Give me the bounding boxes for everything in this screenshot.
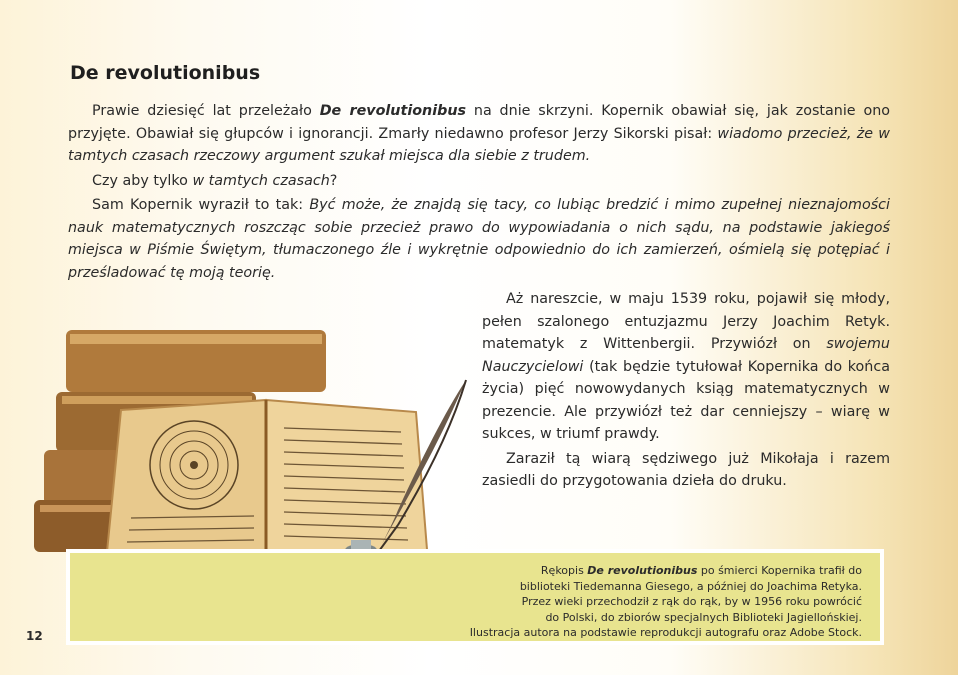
caption-line-1-a: Rękopis (540, 564, 588, 577)
page-number: 12 (26, 629, 43, 643)
caption-line-1-c: po śmierci Kopernika trafił do (697, 564, 862, 577)
paragraph-3-text-a: Sam Kopernik wyraził to tak: (92, 197, 310, 213)
paragraph-4-text-a: Aż nareszcie, w maju 1539 roku, pojawił się młody, pełen szalonego entuzjazmu Jerzy Joachim Retyk. matematyk z Wittenbergii. Przywiózł on (482, 291, 890, 352)
open-manuscript-icon (106, 400, 428, 562)
page-title: De revolutionibus (70, 62, 261, 84)
paragraph-4-emphasis: swojemu Nauczycielowi (482, 336, 890, 375)
paragraph-5: Zaraził tą wiarą sędziwego już Mikołaja i razem zasiedli do przygotowania dzieła do druku. (482, 450, 890, 489)
caption-line-1 (302, 563, 862, 579)
body-text (68, 100, 890, 286)
caption-line-4: do Polski, do zbiorów specjalnych Biblioteki Jagiellońskiej. (545, 610, 862, 624)
paragraph-2-text-a: Czy aby tylko (92, 172, 193, 189)
caption-line-3: Przez wieki przechodził z rąk do rąk, by w 1956 roku powrócić (521, 595, 862, 609)
caption-book-title: De revolutionibus (587, 564, 698, 577)
caption-box (66, 549, 884, 645)
sikorski-quote: wiadomo przecież, że w tamtych czasach rzeczowy argument szukał miejsca dla siebie z trudem. (68, 125, 890, 164)
paragraph-1-text-c: na dnie skrzyni. Kopernik obawiał się, jak zostanie ono przyjęte. Obawiał się głupców i ignorancji. Zmarły niedawno profesor Jerzy Sikorski pisał: (68, 103, 890, 142)
paragraph-1 (68, 100, 890, 168)
right-column-text (482, 288, 890, 495)
paragraph-2-text-c: ? (329, 172, 338, 189)
paragraph-4 (482, 288, 890, 446)
caption-line-5: Ilustracja autora na podstawie reprodukcji autografu oraz Adobe Stock. (469, 626, 862, 640)
caption-text (302, 563, 862, 641)
caption-line-2: biblioteki Tiedemanna Giesego, a później do Joachima Retyka. (519, 579, 862, 593)
copernicus-quote: Być może, że znajdą się tacy, co lubiąc bredzić i mimo zupełnej nieznajomości nauk matematycznych roszcząc sobie przecież prawo do wypowiadania o nich sądu, na podstawie jakiegoś miejsca w Piśmie Świętym, tłumaczonego źle i wykrętnie odpowiednio do ich zamierzeń, ośmielą się potępiać i prześladować tę moją teorię. (68, 197, 890, 281)
paragraph-2-emphasis: w tamtych czasach (192, 172, 330, 189)
book-title-inline: De revolutionibus (319, 103, 467, 119)
paragraph-3 (68, 194, 890, 284)
paragraph-4-text-c: (tak będzie tytułował Kopernika do końca życia) pięć nowowydanych ksiąg matematycznych w prezencie. Ale przywiózł też dar cenniejszy – wiarę w sukces, w triumf prawdy. (482, 358, 890, 442)
paragraph-2 (68, 170, 890, 193)
paragraph-1-text-a: Prawie dziesięć lat przeleżało (92, 103, 320, 119)
